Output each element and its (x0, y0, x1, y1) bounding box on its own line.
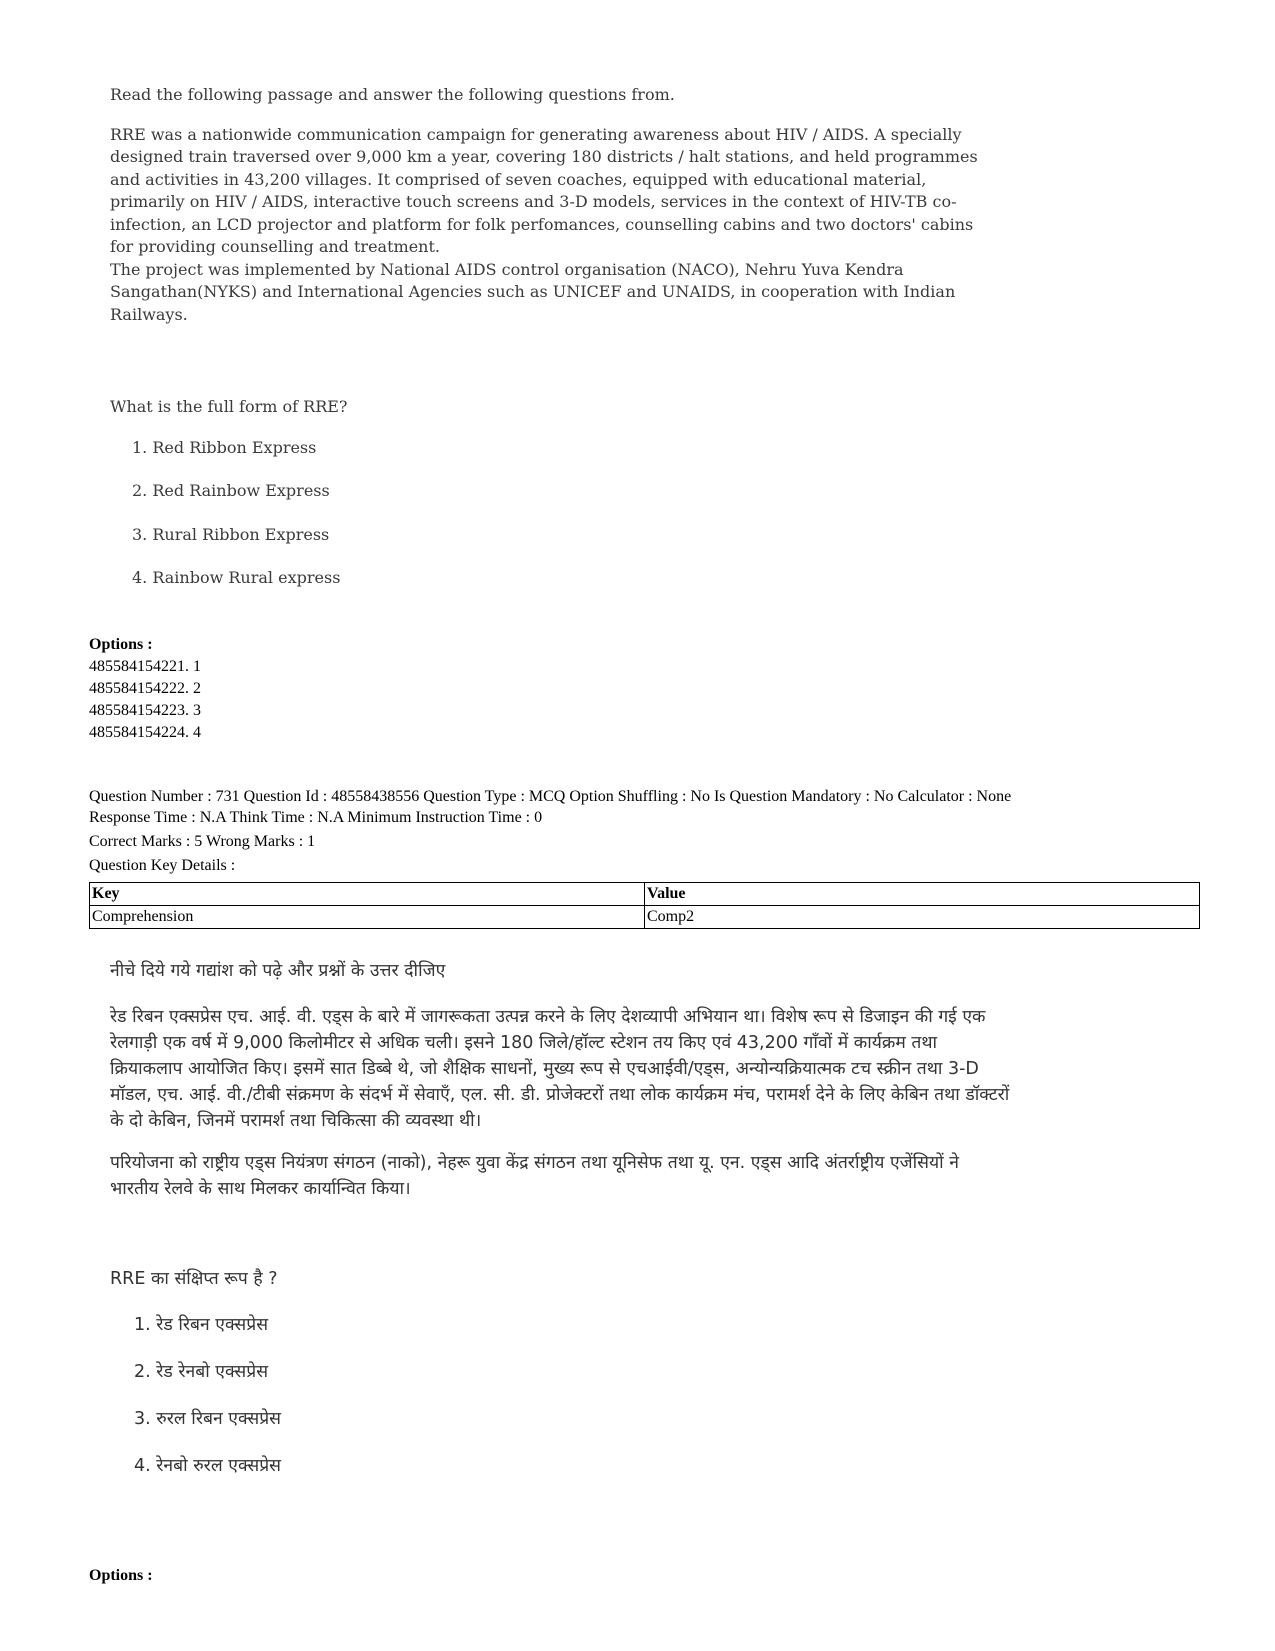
option-id-3: 485584154223. 3 (89, 702, 201, 719)
question-text: What is the full form of RRE? (110, 397, 348, 416)
table-cell-value: Comp2 (645, 906, 1200, 929)
marks-line: Correct Marks : 5 Wrong Marks : 1 (89, 833, 316, 850)
option-id-4: 485584154224. 4 (89, 724, 201, 741)
key-details-table (89, 882, 1200, 929)
table-header-key: Key (90, 883, 645, 906)
question-meta-line-2: Response Time : N.A Think Time : N.A Minimum Instruction Time : 0 (89, 809, 543, 826)
hindi-option-4: 4. रेनबो रुरल एक्सप्रेस (134, 1456, 281, 1476)
question-option-3: 3. Rural Ribbon Express (132, 524, 330, 544)
passage-paragraph-2: The project was implemented by National AIDS control organisation (NACO), Nehru Yuva Kendra Sangathan(NYKS) and International Agencies such as UNICEF and UNAIDS, in cooperation with Indian Railways. (110, 259, 956, 324)
question-meta-line-1: Question Number : 731 Question Id : 48558438556 Question Type : MCQ Option Shuffling : No Is Question Mandatory : No Calculator : None (89, 788, 1012, 805)
key-details-heading: Question Key Details : (89, 857, 236, 874)
option-id-2: 485584154222. 2 (89, 680, 201, 697)
options-heading-2: Options : (89, 1567, 153, 1584)
hindi-question-image (110, 958, 1010, 1500)
question-option-2: 2. Red Rainbow Express (132, 481, 330, 500)
hindi-passage-paragraph-1: रेड रिबन एक्सप्रेस एच. आई. वी. एड्स के बारे में जागरूकता उत्पन्न करने के लिए देशव्यापी अभियान था। विशेष रूप से डिजाइन की गई एक रेलगाड़ी एक वर्ष में 9,000 किलोमीटर से अधिक चली। इसने 180 जिले/हॉल्ट स्टेशन तय किए एवं 43,200 गाँवों में कार्यक्रम तथा क्रियाकलाप आयोजित किए। इसमें सात डिब्बे थे, जो शैक्षिक साधनों, मुख्य रूप से एचआईवी/एड्स, अन्योन्यक्रियात्मक टच स्क्रीन तथा 3-D मॉडल, एच. आई. वी./टीबी संक्रमण के संदर्भ में सेवाएँ, एल. सी. डी. प्रोजेक्टरों तथा लोक कार्यक्रम मंच, परामर्श देने के लिए केबिन तथा डॉक्टरों के दो केबिन, जिनमें परामर्श तथा चिकित्सा की व्यवस्था थी। (110, 1007, 1010, 1131)
passage-paragraph-1: RRE was a nationwide communication campaign for generating awareness about HIV / AIDS. A specially designed train traversed over 9,000 km a year, covering 180 districts / halt stations, and held programmes and activities in 43,200 villages. It comprised of seven coaches, equipped with educational material, primarily on HIV / AIDS, interactive touch screens and 3-D models, services in the context of HIV-TB co-infection, an LCD projector and platform for folk perfomances, counselling cabins and two doctors' cabins for providing counselling and treatment. (110, 124, 978, 256)
hindi-option-2: 2. रेड रेनबो एक्सप्रेस (134, 1362, 269, 1382)
question-option-1: 1. Red Ribbon Express (132, 437, 317, 457)
question-option-4: 4. Rainbow Rural express (132, 568, 341, 587)
hindi-passage-instruction: नीचे दिये गये गद्यांश को पढ़े और प्रश्नों के उत्तर दीजिए (110, 961, 446, 981)
options-block (89, 634, 1199, 744)
table-row (90, 906, 1200, 929)
options-heading: Options : (89, 636, 153, 653)
hindi-question-text: RRE का संक्षिप्त रूप है ? (110, 1269, 278, 1289)
question-metadata (89, 786, 1199, 876)
hindi-option-3: 3. रुरल रिबन एक्सप्रेस (134, 1409, 281, 1429)
option-id-1: 485584154221. 1 (89, 658, 201, 675)
english-question-image (110, 84, 990, 611)
table-header-row (90, 883, 1200, 906)
table-cell-key: Comprehension (90, 906, 645, 929)
hindi-passage-paragraph-2: परियोजना को राष्ट्रीय एड्स नियंत्रण संगठन (नाको), नेहरू युवा केंद्र संगठन तथा यूनिसेफ तथा यू. एन. एड्स आदि अंतर्राष्ट्रीय एजेंसियों ने भारतीय रेलवे के साथ मिलकर कार्यान्वित किया। (110, 1153, 959, 1199)
table-header-value: Value (645, 883, 1200, 906)
hindi-option-1: 1. रेड रिबन एक्सप्रेस (134, 1315, 269, 1335)
passage-instruction: Read the following passage and answer the following questions from. (110, 85, 675, 104)
options-block-2 (89, 1565, 1199, 1587)
